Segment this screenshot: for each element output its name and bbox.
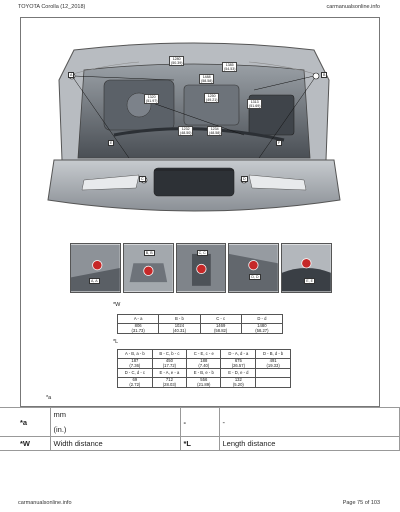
table-row: 69 (2.72) 712 (28.03) 556 (21.89) 132 (5.20) [118,378,291,388]
footer-site: carmanualsonline.info [18,500,72,506]
table-row: A - B, a - b B - C, b - c C - E, c - e D - A, d - a D - B, d - b [118,350,291,359]
detail-thumb-d [228,243,279,293]
point-tag-d: D [243,177,246,181]
detail-thumb-c [176,243,227,293]
callout-1280: 1280 (50.39) [171,57,183,65]
point-tag-c: C [141,177,144,181]
detail-thumb-a [70,243,121,293]
point-tag-f: F [278,141,281,145]
thumb-tag-c: C, C [198,251,206,255]
callout-1250: 1250 (49.21) [206,94,218,102]
thumb-tag-b: B, B [145,251,153,255]
w-section-label: *W [113,302,121,308]
callout-1385: 1385 (54.53) [224,63,236,71]
detail-thumb-e [281,243,332,293]
l-section-label: *L [113,339,119,345]
page-number: Page 75 of 103 [342,500,380,506]
width-distance-table [117,314,283,334]
table-row: 187 (7.36) 450 (17.72) 188 (7.40) 675 (26.57) 491 (19.33) [118,359,291,369]
thumb-tag-d: D, D [251,275,259,279]
table-row: *a mm (in.) - - [0,408,400,437]
table-row: D - C, d - c E - A, e - a E - B, e - b E - D, e - d [118,369,291,378]
table-row: A - a B - b C - c D - d [118,315,283,324]
thumb-tag-a: A, A [91,279,98,283]
header-doc-title: TOYOTA Corolla (12_2018) [18,4,86,10]
a-label: *a [46,395,52,401]
point-tag-b: B [323,73,326,77]
table-row: 806 (31.73) 1024 (40.31) 1469 (58.82) 1480 (58.27) [118,324,283,334]
callout-1488: 1488 (58.58) [201,75,213,83]
callout-1234: 1234 (48.58) [209,127,221,135]
engine-bay-illustration [44,40,344,230]
length-distance-table [117,349,291,388]
callout-1232: 1232 (48.50) [180,127,192,135]
callout-1313: 1313 (51.69) [249,100,261,108]
header-site: carmanualsonline.info [326,4,380,10]
point-tag-e: E [110,141,113,145]
thumb-tag-e: E, E [306,279,313,283]
table-row: *W Width distance *L Length distance [0,437,400,451]
point-tag-a: A [70,73,73,77]
legend-table [0,407,400,451]
detail-thumb-b [123,243,174,293]
detail-thumbnails [70,243,332,293]
callout-1320: 1320 (51.97) [146,95,158,103]
